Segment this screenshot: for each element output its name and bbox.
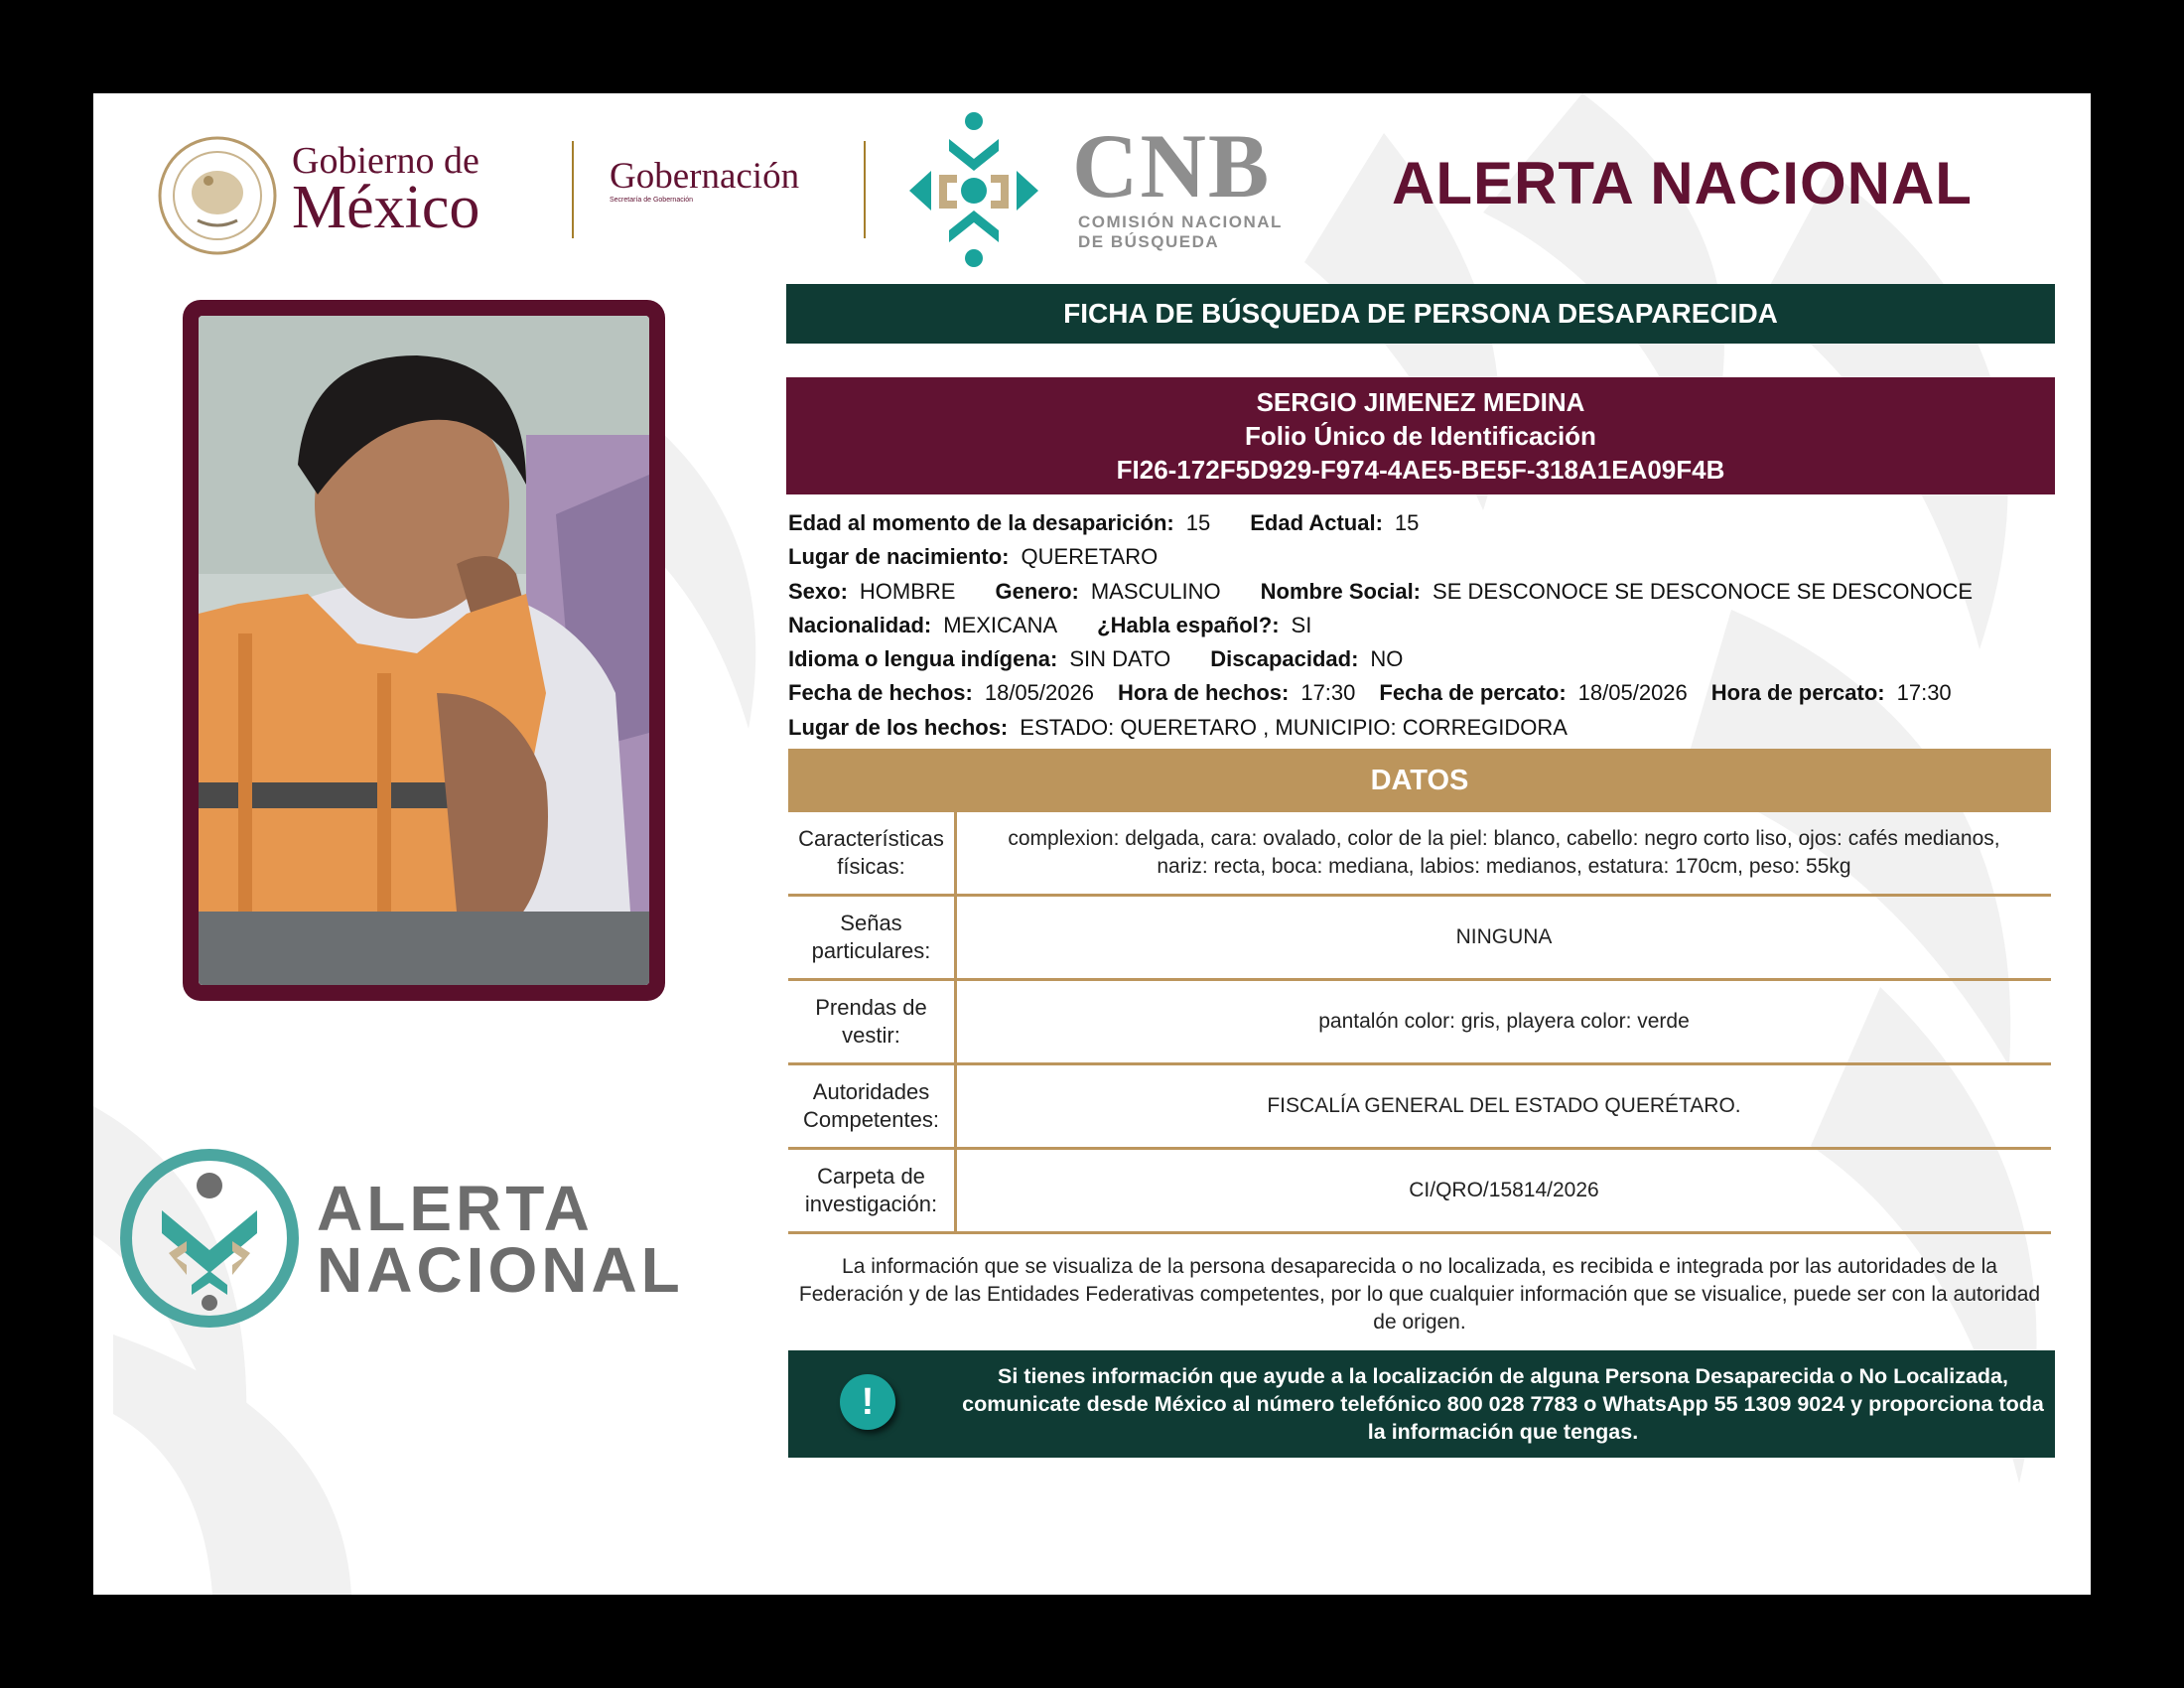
person-photo-illustration [199,316,649,985]
edad-actual-label: Edad Actual: [1250,510,1383,535]
sexo-label: Sexo: [788,578,848,604]
fecha-hechos-value: 18/05/2026 [984,680,1094,706]
fecha-percato-value: 18/05/2026 [1577,680,1688,706]
datos-value: FISCALÍA GENERAL DEL ESTADO QUERÉTARO. [1267,1094,1741,1117]
fecha-percato-label: Fecha de percato: [1379,680,1567,706]
info-row-nacionalidad [788,609,2055,642]
discapacidad-value: NO [1370,646,1404,672]
hora-hechos-value: 17:30 [1300,680,1356,706]
genero-label: Genero: [995,578,1079,604]
alerta-nacional-logo-text [317,1173,684,1306]
logo-line1: ALERTA [317,1173,594,1244]
datos-value: pantalón color: gris, playera color: verde [1318,1010,1690,1033]
hora-hechos-label: Hora de hechos: [1117,680,1290,706]
person-name: SERGIO JIMENEZ MEDINA [1256,387,1585,417]
datos-label: Autoridades Competentes: [788,1065,957,1147]
discapacidad-label: Discapacidad: [1210,646,1359,672]
nacionalidad-label: Nacionalidad: [788,612,932,637]
habla-label: ¿Habla español?: [1097,612,1280,637]
datos-value: complexion: delgada, cara: ovalado, color de la piel: blanco, cabello: negro corto liso, ojos: cafés medianos, nariz: recta, boca: mediana, labios: medianos, estatura: 170cm, peso: 55kg [1008,827,2000,878]
habla-value: SI [1291,612,1312,637]
datos-row-autoridades [788,1065,2051,1150]
cnb-wordmark: CNB [1072,115,1272,216]
disclaimer-text: La información que se visualiza de la persona desaparecida o no localizada, es recibida e integrada por las autoridades de la Federación y de las Entidades Federativas competentes, por lo que cualquier información que se visualice, puede ser con la autoridad de origen. [798,1255,2041,1334]
nacionalidad-value: MEXICANA [943,612,1058,637]
alert-sheet [93,93,2091,1595]
cnb-subtitle [1078,212,1283,252]
alerta-nacional-title: ALERTA NACIONAL [1392,150,1973,216]
nombre-social-value: SE DESCONOCE SE DESCONOCE SE DESCONOCE [1433,578,1974,604]
idioma-label: Idioma o lengua indígena: [788,646,1058,672]
person-name-box [786,377,2055,494]
edad-desap-value: 15 [1185,510,1211,535]
lugar-hechos-value: ESTADO: QUERETARO , MUNICIPIO: CORREGIDORA [1020,714,1568,740]
datos-row-carpeta [788,1150,2051,1234]
hora-percato-value: 17:30 [1896,680,1952,706]
genero-value: MASCULINO [1090,578,1221,604]
exclamation-icon: ! [840,1374,895,1430]
missing-person-photo-frame [183,300,665,1001]
lugar-hechos-label: Lugar de los hechos: [788,714,1009,740]
hora-percato-label: Hora de percato: [1710,680,1885,706]
datos-row-caracteristicas [788,812,2051,897]
edad-desap-label: Edad al momento de la desaparición: [788,510,1174,535]
cnb-sub-line1: COMISIÓN NACIONAL [1078,212,1283,231]
info-row-sexo [788,575,2055,609]
gobernacion-sub: Secretaría de Gobernación [610,197,694,204]
folio-id: FI26-172F5D929-F974-4AE5-BE5F-318A1EA09F4B [1116,455,1725,485]
datos-value: CI/QRO/15814/2026 [1409,1179,1599,1201]
gobernacion-label: Gobernación [610,156,800,197]
contact-text: Si tienes información que ayude a la localización de alguna Persona Desaparecida o No Localizada, comunicate desde México al número telefónico 800 028 7783 o WhatsApp 55 1309 9024 y proporciona toda la información que tengas. [962,1364,2044,1444]
info-row-lugar-hechos [788,711,2055,745]
alerta-nacional-logo-icon [117,1146,302,1331]
edad-actual-value: 15 [1394,510,1420,535]
datos-label: Características físicas: [788,812,957,894]
info-row-lugar-nac [788,540,2055,574]
header-divider [572,141,574,238]
lugar-nac-label: Lugar de nacimiento: [788,544,1010,570]
ficha-title: FICHA DE BÚSQUEDA DE PERSONA DESAPARECIDA [786,284,2055,344]
datos-value: NINGUNA [1455,925,1553,948]
datos-row-senas [788,897,2051,981]
lugar-nac-value: QUERETARO [1021,544,1159,570]
info-row-idioma [788,642,2055,676]
sexo-value: HOMBRE [859,578,956,604]
header-divider [864,141,866,238]
mexico-seal-icon [153,131,282,260]
datos-title: DATOS [788,749,2051,812]
info-row-edad [788,506,2055,540]
nombre-social-label: Nombre Social: [1260,578,1422,604]
cnb-sub-line2: DE BÚSQUEDA [1078,232,1220,251]
cnb-logo-icon [899,109,1048,273]
gobierno-line2: México [292,174,480,241]
fecha-hechos-label: Fecha de hechos: [788,680,973,706]
logo-line2: NACIONAL [317,1234,684,1306]
contact-callout [788,1350,2055,1458]
datos-table [788,812,2051,1234]
gobierno-line1: Gobierno de [292,140,479,182]
datos-label: Señas particulares: [788,897,957,978]
folio-label: Folio Único de Identificación [1245,421,1596,451]
datos-row-prendas [788,981,2051,1065]
missing-person-photo [199,316,649,985]
person-info [788,506,2055,745]
idioma-value: SIN DATO [1069,646,1171,672]
info-row-fechas [788,676,2055,710]
datos-label: Carpeta de investigación: [788,1150,957,1231]
datos-label: Prendas de vestir: [788,981,957,1062]
